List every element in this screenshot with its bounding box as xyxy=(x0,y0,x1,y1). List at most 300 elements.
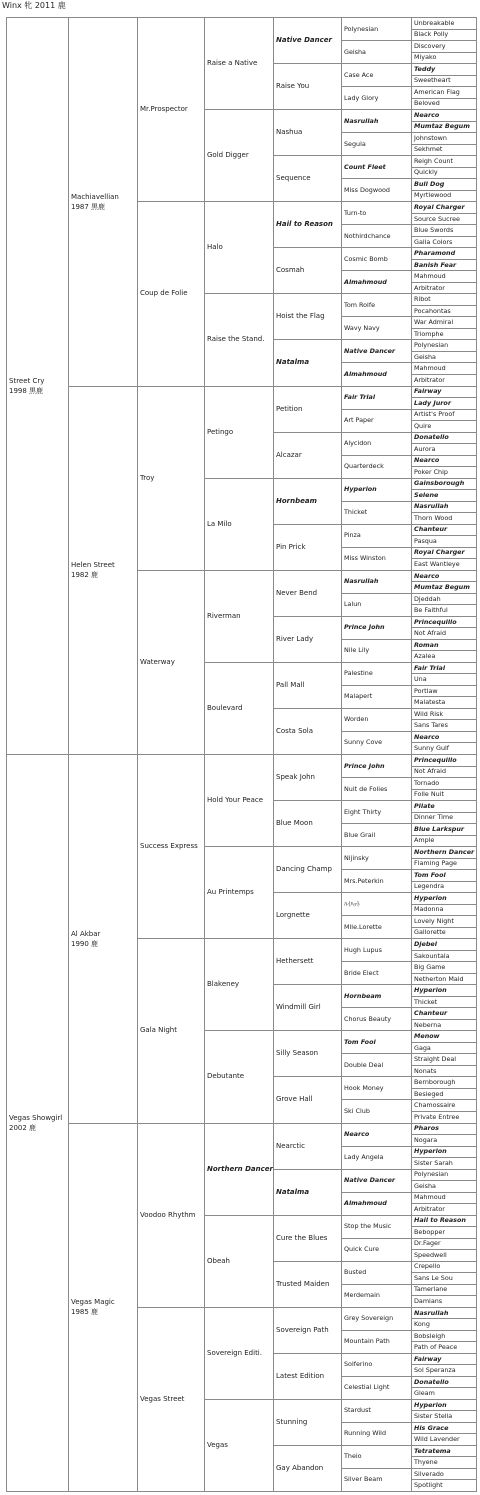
horse-name: Path of Peace xyxy=(414,1343,458,1352)
horse-cell-gen7 xyxy=(412,789,477,801)
horse-name: Gay Abandon xyxy=(276,1463,324,1472)
horse-name: Djeddah xyxy=(414,594,441,603)
horse-cell-gen5 xyxy=(274,156,342,202)
horse-cell-gen6 xyxy=(342,179,412,202)
horse-name: Quickly xyxy=(414,168,438,177)
horse-cell-gen5 xyxy=(274,893,342,939)
horse-cell-gen5 xyxy=(274,570,342,616)
horse-cell-gen7 xyxy=(412,1284,477,1296)
horse-cell-gen6 xyxy=(342,639,412,662)
horse-name: American Flag xyxy=(414,87,460,96)
horse-cell-gen7 xyxy=(412,1100,477,1112)
horse-year-color: 1985 鹿 xyxy=(71,1308,99,1317)
horse-name: Not Afraid xyxy=(414,767,446,776)
pedigree-row xyxy=(7,1123,477,1135)
horse-name: Double Deal xyxy=(344,1060,384,1069)
horse-cell-gen6 xyxy=(342,225,412,248)
horse-name: Hyperion xyxy=(414,1400,447,1409)
horse-name: Sweetheart xyxy=(414,76,451,85)
horse-cell-gen7 xyxy=(412,1031,477,1043)
horse-cell-gen7 xyxy=(412,478,477,490)
horse-cell-gen7 xyxy=(412,731,477,743)
horse-cell-gen7 xyxy=(412,755,477,767)
horse-name: Halo xyxy=(207,243,223,252)
horse-name: Princequillo xyxy=(414,755,457,764)
horse-name: Fairway xyxy=(414,387,442,396)
horse-name: Merdemain xyxy=(344,1291,380,1300)
horse-cell-gen7 xyxy=(412,962,477,974)
horse-cell-gen7 xyxy=(412,1445,477,1457)
horse-cell-gen7 xyxy=(412,1146,477,1158)
horse-cell-gen7 xyxy=(412,1376,477,1388)
horse-cell-gen7 xyxy=(412,847,477,859)
horse-name: Nashua xyxy=(276,128,303,137)
horse-name: Hail to Reason xyxy=(414,1216,466,1225)
horse-cell-gen7 xyxy=(412,1227,477,1239)
horse-cell-gen7 xyxy=(412,1008,477,1020)
horse-cell-gen6 xyxy=(342,1284,412,1307)
horse-cell-gen6 xyxy=(342,916,412,939)
horse-cell-gen6 xyxy=(342,133,412,156)
horse-name: Selene xyxy=(414,490,439,499)
horse-name: Nasrullah xyxy=(414,502,449,511)
horse-cell-gen6 xyxy=(342,156,412,179)
horse-year-color: 1990 鹿 xyxy=(71,939,99,948)
horse-name: Grey Sovereign xyxy=(344,1314,394,1323)
horse-name: Thicket xyxy=(344,508,368,517)
horse-name: Hyperion xyxy=(414,1147,447,1156)
horse-name: Hugh Lupus xyxy=(344,945,382,954)
horse-cell-gen5 xyxy=(274,985,342,1031)
horse-cell-gen6 xyxy=(342,685,412,708)
horse-cell-gen6 xyxy=(342,478,412,501)
horse-cell-gen7 xyxy=(412,1065,477,1077)
horse-name: Segula xyxy=(344,139,366,148)
horse-name: Obeah xyxy=(207,1256,230,1265)
horse-cell-gen4 xyxy=(205,478,274,570)
horse-name: Reigh Count xyxy=(414,156,453,165)
horse-cell-gen7 xyxy=(412,950,477,962)
horse-name: Legendra xyxy=(414,882,445,891)
horse-name: Alycidon xyxy=(344,439,372,448)
horse-cell-gen6 xyxy=(342,547,412,570)
horse-cell-gen7 xyxy=(412,1019,477,1031)
horse-name: Almahmoud xyxy=(344,277,387,286)
horse-name: Pocahontas xyxy=(414,306,451,315)
horse-cell-gen7 xyxy=(412,1135,477,1147)
horse-cell-gen7 xyxy=(412,294,477,306)
horse-cell-gen7 xyxy=(412,444,477,456)
horse-cell-gen7 xyxy=(412,398,477,410)
horse-cell-gen7 xyxy=(412,651,477,663)
horse-name: Pin Prick xyxy=(276,542,306,551)
horse-cell-gen7 xyxy=(412,432,477,444)
horse-name: River Lady xyxy=(276,634,314,643)
horse-name: Bull Dog xyxy=(414,179,445,188)
horse-name: Costa Sola xyxy=(276,726,314,735)
horse-cell-gen7 xyxy=(412,1169,477,1181)
horse-name: Tamerlane xyxy=(414,1285,448,1294)
horse-cell-gen7 xyxy=(412,1158,477,1170)
horse-name: Native Dancer xyxy=(276,36,332,45)
horse-cell-gen7 xyxy=(412,282,477,294)
horse-name: Nearco xyxy=(414,456,440,465)
horse-cell-gen7 xyxy=(412,1457,477,1469)
horse-name: Lorgnette xyxy=(276,911,310,920)
horse-cell-gen7 xyxy=(412,87,477,99)
horse-cell-gen7 xyxy=(412,582,477,594)
horse-cell-gen7 xyxy=(412,305,477,317)
horse-name: Straight Deal xyxy=(414,1055,457,1064)
horse-name: Una xyxy=(414,675,427,684)
horse-cell-gen7 xyxy=(412,1411,477,1423)
horse-cell-gen4 xyxy=(205,386,274,478)
horse-cell-gen6 xyxy=(342,1192,412,1215)
horse-cell-gen6 xyxy=(342,1215,412,1238)
horse-name: Theio xyxy=(344,1452,362,1461)
horse-year-color: 1987 黒鹿 xyxy=(71,202,106,211)
horse-name: Mountain Path xyxy=(344,1337,390,1346)
horse-name: Northern Dancer xyxy=(207,1164,273,1173)
horse-cell-gen6 xyxy=(342,778,412,801)
horse-name: Wild Risk xyxy=(414,709,444,718)
horse-cell-gen5 xyxy=(274,294,342,340)
horse-name: Menow xyxy=(414,1032,440,1041)
horse-name: Netherton Maid xyxy=(414,974,464,983)
horse-cell-gen7 xyxy=(412,927,477,939)
horse-name: Thicket xyxy=(414,997,438,1006)
horse-name: Coup de Folie xyxy=(140,289,188,298)
horse-cell-gen5 xyxy=(274,1307,342,1353)
horse-cell-gen7 xyxy=(412,490,477,502)
pedigree-body xyxy=(7,18,477,1492)
horse-name: Blue Swords xyxy=(414,226,454,235)
horse-name: Mumtaz Begum xyxy=(414,122,470,131)
horse-name: Silverado xyxy=(414,1469,444,1478)
horse-cell-gen2 xyxy=(69,386,138,755)
horse-name: Voodoo Rhythm xyxy=(140,1210,196,1219)
horse-name: Gold Digger xyxy=(207,151,249,160)
horse-cell-gen3 xyxy=(138,755,205,939)
horse-name: Sunny Gulf xyxy=(414,744,450,753)
horse-name: Helen Street xyxy=(71,561,115,570)
horse-name: Vegas Showgirl xyxy=(9,1114,63,1122)
horse-name: Folle Nuit xyxy=(414,790,444,799)
horse-cell-gen7 xyxy=(412,1181,477,1193)
horse-name: Mrs.Peterkin xyxy=(344,876,384,885)
horse-name: Gallorette xyxy=(414,928,446,937)
horse-name: Quarterdeck xyxy=(344,462,384,471)
horse-name: ﾊｲﾊｯﾄ xyxy=(344,899,360,908)
horse-name: Geisha xyxy=(414,1181,436,1190)
horse-cell-gen5 xyxy=(274,801,342,847)
horse-name: Teddy xyxy=(414,64,436,73)
horse-name: Tornado xyxy=(414,778,440,787)
horse-cell-gen6 xyxy=(342,1031,412,1054)
horse-name: Hornbeam xyxy=(344,991,382,1000)
horse-name: Prince John xyxy=(344,761,385,770)
horse-cell-gen7 xyxy=(412,801,477,813)
horse-cell-gen3 xyxy=(138,570,205,754)
horse-name: Speedwell xyxy=(414,1250,447,1259)
horse-cell-gen5 xyxy=(274,432,342,478)
horse-cell-gen7 xyxy=(412,1111,477,1123)
horse-name: Spotlight xyxy=(414,1481,443,1490)
horse-cell-gen6 xyxy=(342,363,412,386)
horse-cell-gen7 xyxy=(412,881,477,893)
horse-cell-gen6 xyxy=(342,616,412,639)
horse-name: Blue Larkspur xyxy=(414,824,465,833)
horse-name: Geisha xyxy=(414,352,436,361)
horse-name: Poker Chip xyxy=(414,467,448,476)
horse-name: Nearco xyxy=(414,110,440,119)
horse-cell-gen7 xyxy=(412,639,477,651)
horse-name: Hook Money xyxy=(344,1083,384,1092)
horse-name: Damians xyxy=(414,1296,443,1305)
horse-cell-gen4 xyxy=(205,939,274,1031)
horse-cell-gen2 xyxy=(69,18,138,387)
horse-name: Banish Fear xyxy=(414,260,457,269)
horse-cell-gen7 xyxy=(412,916,477,928)
horse-cell-gen7 xyxy=(412,144,477,156)
horse-cell-gen4 xyxy=(205,1123,274,1215)
horse-cell-gen6 xyxy=(342,708,412,731)
horse-name: Big Game xyxy=(414,963,446,972)
horse-cell-gen6 xyxy=(342,593,412,616)
horse-name: Gaga xyxy=(414,1043,431,1052)
horse-cell-gen6 xyxy=(342,1353,412,1376)
horse-cell-gen7 xyxy=(412,812,477,824)
horse-name: Chorus Beauty xyxy=(344,1014,392,1023)
page-title: Winx 牝 2011 鹿 xyxy=(2,1,66,10)
horse-cell-gen6 xyxy=(342,432,412,455)
horse-cell-gen7 xyxy=(412,167,477,179)
horse-name: Lady Angela xyxy=(344,1153,384,1162)
horse-name: Sovereign Editi. xyxy=(207,1348,262,1357)
horse-cell-gen7 xyxy=(412,1388,477,1400)
horse-cell-gen6 xyxy=(342,386,412,409)
horse-cell-gen3 xyxy=(138,18,205,202)
horse-name: Silly Season xyxy=(276,1049,319,1058)
horse-cell-gen6 xyxy=(342,271,412,294)
horse-name: Pinza xyxy=(344,531,361,540)
horse-cell-gen6 xyxy=(342,847,412,870)
horse-cell-gen7 xyxy=(412,213,477,225)
horse-name: Dr.Fager xyxy=(414,1239,441,1248)
horse-name: Beloved xyxy=(414,99,440,108)
horse-name: Bobsleigh xyxy=(414,1331,446,1340)
pedigree-row xyxy=(7,386,477,398)
horse-name: Nearctic xyxy=(276,1141,305,1150)
horse-cell-gen7 xyxy=(412,536,477,548)
horse-cell-gen7 xyxy=(412,1342,477,1354)
horse-cell-gen7 xyxy=(412,363,477,375)
horse-cell-gen7 xyxy=(412,467,477,479)
horse-cell-gen6 xyxy=(342,801,412,824)
horse-name: Palestine xyxy=(344,669,373,678)
horse-cell-gen5 xyxy=(274,1169,342,1215)
horse-cell-gen2 xyxy=(69,1123,138,1492)
horse-name: Lady Glory xyxy=(344,93,379,102)
horse-cell-gen3 xyxy=(138,202,205,386)
horse-cell-gen6 xyxy=(342,1330,412,1353)
horse-cell-gen7 xyxy=(412,259,477,271)
horse-name: Triomphe xyxy=(414,329,444,338)
horse-name: Mr.Prospector xyxy=(140,105,188,114)
horse-cell-gen7 xyxy=(412,179,477,191)
horse-name: Nogara xyxy=(414,1135,438,1144)
horse-name: Mahmoud xyxy=(414,272,446,281)
horse-cell-gen6 xyxy=(342,662,412,685)
horse-name: Running Wild xyxy=(344,1429,387,1438)
horse-cell-gen5 xyxy=(274,1261,342,1307)
horse-cell-gen6 xyxy=(342,248,412,271)
horse-cell-gen7 xyxy=(412,904,477,916)
horse-cell-gen6 xyxy=(342,524,412,547)
horse-name: Neberna xyxy=(414,1020,442,1029)
horse-name: Solferino xyxy=(344,1360,373,1369)
horse-cell-gen4 xyxy=(205,110,274,202)
horse-cell-gen7 xyxy=(412,52,477,64)
horse-cell-gen6 xyxy=(342,1399,412,1422)
horse-name: Chanteur xyxy=(414,525,448,534)
horse-name: Galla Colors xyxy=(414,237,453,246)
horse-name: Madonna xyxy=(414,905,444,914)
horse-cell-gen6 xyxy=(342,1468,412,1491)
horse-cell-gen6 xyxy=(342,824,412,847)
horse-cell-gen7 xyxy=(412,501,477,513)
horse-cell-gen7 xyxy=(412,328,477,340)
horse-name: Be Faithful xyxy=(414,606,448,615)
horse-cell-gen5 xyxy=(274,847,342,893)
horse-cell-gen4 xyxy=(205,1215,274,1307)
horse-cell-gen6 xyxy=(342,110,412,133)
horse-name: Ample xyxy=(414,836,435,845)
horse-cell-gen5 xyxy=(274,939,342,985)
horse-name: Mlle.Lorette xyxy=(344,922,382,931)
horse-name: Chanteur xyxy=(414,1009,448,1018)
horse-name: Fairway xyxy=(414,1354,442,1363)
horse-cell-gen6 xyxy=(342,570,412,593)
horse-cell-gen6 xyxy=(342,340,412,363)
horse-cell-gen7 xyxy=(412,98,477,110)
horse-name: His Grace xyxy=(414,1423,449,1432)
horse-name: Petingo xyxy=(207,427,234,436)
horse-name: Donatello xyxy=(414,1377,449,1386)
horse-cell-gen7 xyxy=(412,858,477,870)
horse-cell-gen5 xyxy=(274,1353,342,1399)
horse-cell-gen7 xyxy=(412,18,477,30)
horse-name: Troy xyxy=(140,473,155,482)
horse-cell-gen7 xyxy=(412,1330,477,1342)
horse-name: Machiavellian xyxy=(71,192,119,201)
horse-cell-gen5 xyxy=(274,1077,342,1123)
horse-name: Street Cry xyxy=(9,377,45,385)
horse-name: Natalma xyxy=(276,358,310,367)
horse-name: Discovery xyxy=(414,41,446,50)
horse-name: Latest Edition xyxy=(276,1371,325,1380)
horse-name: Debutante xyxy=(207,1072,245,1081)
horse-name: Roman xyxy=(414,640,439,649)
horse-cell-gen5 xyxy=(274,386,342,432)
horse-cell-gen6 xyxy=(342,1445,412,1468)
horse-cell-gen5 xyxy=(274,524,342,570)
horse-cell-gen5 xyxy=(274,202,342,248)
horse-cell-gen7 xyxy=(412,778,477,790)
horse-name: Thorn Wood xyxy=(414,513,453,522)
horse-name: Raise You xyxy=(276,82,310,91)
horse-name: Mahmoud xyxy=(414,364,446,373)
horse-cell-gen7 xyxy=(412,870,477,882)
horse-cell-gen7 xyxy=(412,628,477,640)
horse-name: Gala Night xyxy=(140,1026,177,1035)
horse-cell-gen7 xyxy=(412,374,477,386)
horse-name: Chamossaire xyxy=(414,1101,456,1110)
horse-name: Sovereign Path xyxy=(276,1325,329,1334)
horse-cell-gen7 xyxy=(412,1192,477,1204)
horse-name: Worden xyxy=(344,715,369,724)
horse-cell-gen6 xyxy=(342,202,412,225)
horse-name: Nearco xyxy=(414,732,440,741)
horse-name: Azalea xyxy=(414,652,436,661)
horse-cell-gen7 xyxy=(412,674,477,686)
horse-cell-gen5 xyxy=(274,18,342,64)
horse-name: Crepello xyxy=(414,1262,441,1271)
horse-name: Bebopper xyxy=(414,1227,445,1236)
horse-name: Lovely Night xyxy=(414,916,454,925)
horse-cell-gen7 xyxy=(412,1480,477,1492)
horse-cell-gen7 xyxy=(412,766,477,778)
horse-name: Stop the Music xyxy=(344,1222,392,1231)
horse-name: Tom Fool xyxy=(344,1037,376,1046)
horse-cell-gen5 xyxy=(274,1215,342,1261)
horse-name: Nasrullah xyxy=(344,577,379,586)
horse-cell-gen7 xyxy=(412,110,477,122)
horse-name: Success Express xyxy=(140,842,198,851)
horse-name: Boulevard xyxy=(207,703,243,712)
horse-name: Ribot xyxy=(414,295,431,304)
horse-cell-gen7 xyxy=(412,409,477,421)
horse-cell-gen5 xyxy=(274,708,342,754)
horse-name: Malapert xyxy=(344,692,373,701)
horse-cell-gen5 xyxy=(274,1123,342,1169)
horse-cell-gen7 xyxy=(412,1422,477,1434)
horse-name: Aurora xyxy=(414,444,436,453)
horse-name: Thyene xyxy=(414,1458,438,1467)
horse-name: Malatesta xyxy=(414,698,446,707)
horse-cell-gen5 xyxy=(274,248,342,294)
horse-name: Sister Sarah xyxy=(414,1158,453,1167)
horse-cell-gen4 xyxy=(205,1399,274,1491)
horse-name: Never Bend xyxy=(276,588,318,597)
horse-name: Miss Dogwood xyxy=(344,185,390,194)
horse-name: Turn-to xyxy=(344,208,367,217)
horse-name: Bernborough xyxy=(414,1078,456,1087)
horse-name: Pilate xyxy=(414,801,435,810)
horse-cell-gen7 xyxy=(412,225,477,237)
horse-name: Myrtlewood xyxy=(414,191,452,200)
horse-year-color: 2002 鹿 xyxy=(9,1124,37,1132)
horse-name: Hyperion xyxy=(414,893,447,902)
horse-name: Raise a Native xyxy=(207,59,258,68)
horse-cell-gen6 xyxy=(342,87,412,110)
horse-cell-gen6 xyxy=(342,939,412,962)
horse-name: Nasrullah xyxy=(344,116,379,125)
horse-cell-gen3 xyxy=(138,939,205,1123)
horse-name: Hethersett xyxy=(276,957,314,966)
horse-cell-gen7 xyxy=(412,1399,477,1411)
horse-name: Celestial Light xyxy=(344,1383,390,1392)
